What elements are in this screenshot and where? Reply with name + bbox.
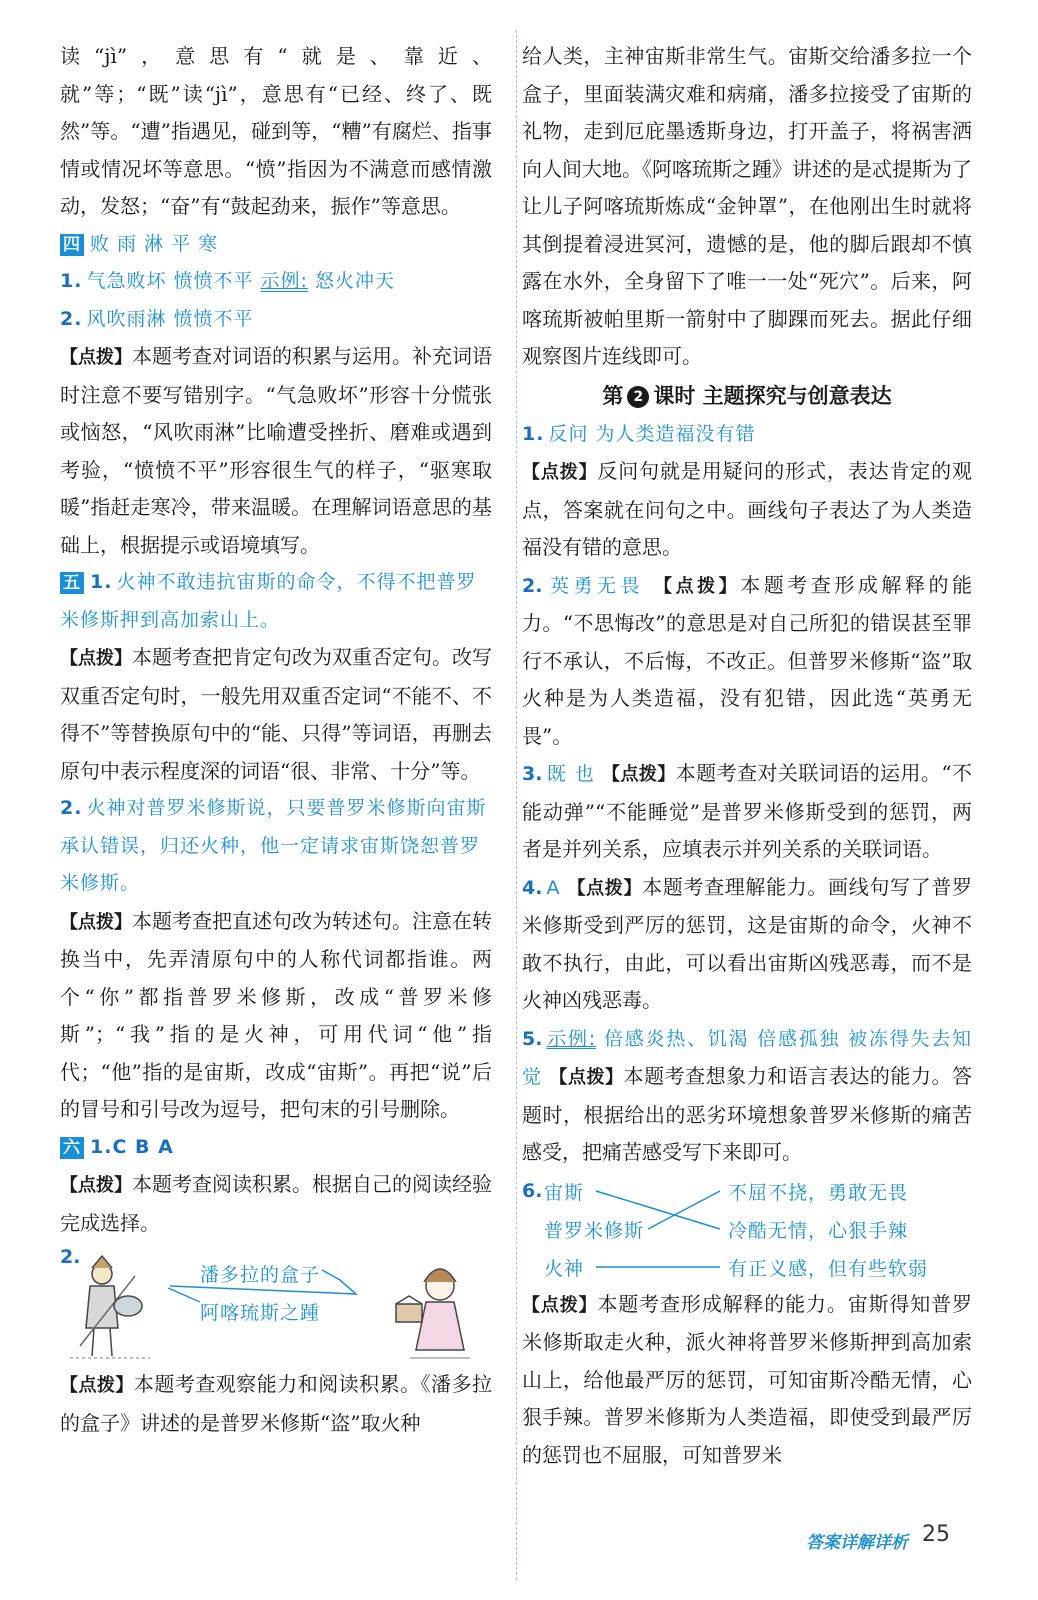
tip-tag: 【点拨】 <box>522 1294 598 1316</box>
r6-right-1: 冷酷无情，心狠手辣 <box>728 1219 909 1242</box>
matching-picture <box>60 1246 492 1366</box>
tip-text-2: 本题考查把肯定句改为双重否定句。改写双重否定句时，一般先用双重否定词“不能不、不得不”等替换原句中的“能、只得”等词语，再删去原句中表示程度深的词语“很、非常、十分”等。 <box>60 645 492 783</box>
pic-label-achilles: 阿喀琉斯之踵 <box>200 1302 321 1324</box>
tip-tag: 【点拨】 <box>60 347 132 368</box>
r6-left-1: 普罗米修斯 <box>544 1219 645 1242</box>
pic-label-pandora: 潘多拉的盒子 <box>200 1264 321 1286</box>
r2-answer: 英勇无畏 <box>546 574 645 597</box>
girl-with-box-icon <box>396 1269 470 1358</box>
r1-answer <box>522 416 972 454</box>
tip-tag: 【点拨】 <box>549 1067 624 1088</box>
footer-label: 答案详解详析 <box>806 1533 908 1553</box>
tip-tag: 【点拨】 <box>522 462 598 483</box>
q1-text-b: 怒火冲天 <box>307 270 395 292</box>
tip-tag: 【点拨】 <box>60 648 132 669</box>
rtip-paragraph-6 <box>522 1286 972 1475</box>
r5-block <box>522 1020 972 1172</box>
rtip-text-1: 反问句就是用疑问的形式，表达肯定的观点，答案就在问句之中。画线句子表达了为人类造福没有错的意思。 <box>522 459 973 559</box>
q1-number: 1. <box>60 270 83 292</box>
rtip-text-6: 本题考查形成解释的能力。宙斯得知普罗米修斯取走火种，派火神将普罗米修斯押到高加索山上，给他最严厉的惩罚，可知宙斯冷酷无情，心狠手辣。普罗米修斯为人类造福，即使受到最严厉的惩罚也不屈服，可知普罗米 <box>522 1291 973 1467</box>
r3-block <box>522 755 972 869</box>
s5q1-number: 1. <box>90 571 113 593</box>
r6-right-0: 不屈不挠，勇敢无畏 <box>728 1181 909 1204</box>
tip-paragraph-2 <box>60 639 492 790</box>
r1-text: 反问 为人类造福没有错 <box>548 422 756 445</box>
section-6-q1 <box>60 1129 492 1167</box>
r3-number: 3. <box>522 763 543 785</box>
tip-tag: 【点拨】 <box>60 1175 132 1196</box>
r5-number: 5. <box>522 1027 543 1050</box>
r6-left-2: 火神 <box>544 1257 585 1280</box>
r5-answer: 倍感炎热、饥渴 倍感孤独 被冻得失去知觉 <box>522 1027 973 1088</box>
warrior-figure-icon <box>70 1256 150 1358</box>
r6-left-0: 宙斯 <box>544 1181 585 1204</box>
page-number: 25 <box>922 1522 950 1547</box>
q1-example-label: 示例: <box>260 270 308 292</box>
right-column <box>522 38 972 1474</box>
tip-tag: 【点拨】 <box>654 575 741 597</box>
r1-number: 1. <box>522 422 545 445</box>
s5q1-text: 火神不敢违抗宙斯的命令，不得不把普罗米修斯押到高加索山上。 <box>60 571 477 631</box>
tip-tag: 【点拨】 <box>60 911 132 933</box>
r4-block <box>522 869 972 1020</box>
tip-text-3: 本题考查把直述句改为转述句。注意在转换当中，先弄清原句中的人称代词都指谁。两个“你”都指普罗米修斯，改成“普罗米修斯”；“我”指的是火神，可用代词“他”指代；“他”指的是宙斯，改成“宙斯”。再把“说”后的冒号和引号改为逗号，把句末的引号删除。 <box>60 908 492 1121</box>
tip-paragraph-1 <box>60 338 492 564</box>
section-5-badge: 五 <box>60 572 84 594</box>
section-5-q2 <box>60 790 492 903</box>
r4-number: 4. <box>522 876 543 899</box>
tip-paragraph-5 <box>60 1366 492 1442</box>
tip-tag: 【点拨】 <box>602 764 676 785</box>
q1-answer <box>60 263 492 301</box>
r3-answer: 既 也 <box>546 763 596 785</box>
intro-paragraph: 读“jì”，意思有“就是、靠近、就”等；“既”读“jì”，意思有“已经、终了、既然”等。“遭”指遇见，碰到等，“糟”有腐烂、指事情或情况坏等意思。“愤”指因为不满意而感情激动，发怒；“奋”有“鼓起劲来，振作”等意思。 <box>60 44 492 218</box>
column-divider <box>516 30 517 1580</box>
r6-lines <box>522 1172 972 1286</box>
rtip-text-2: 本题考查形成解释的能力。“不思悔改”的意思是对自己所犯的错误甚至罪行不承认，不后悔，不改正。但普罗米修斯“盗”取火种是为人类造福，没有犯错，因此选“英勇无畏”。 <box>522 572 973 748</box>
rtip-text-3: 本题考查对关联词语的运用。“不能动弹”“不能睡觉”是普罗米修斯受到的惩罚，两者是并列关系，应填表示并列关系的关联词语。 <box>522 761 973 861</box>
tip-text-4: 本题考查阅读积累。根据自己的阅读经验完成选择。 <box>60 1172 492 1235</box>
q2-number: 2. <box>60 307 83 330</box>
s6q2-number: 2. <box>60 1246 81 1268</box>
r2-block <box>522 567 972 756</box>
rtip-paragraph-1 <box>522 453 972 567</box>
s6q1-text: 1.C B A <box>90 1135 174 1158</box>
s5q2-number: 2. <box>60 797 83 819</box>
r5-example-label: 示例: <box>546 1027 597 1050</box>
page-footer <box>806 1518 956 1558</box>
q2-text: 风吹雨淋 愤愤不平 <box>86 307 254 330</box>
tip-tag: 【点拨】 <box>60 1375 134 1396</box>
section-4-answer <box>60 226 492 264</box>
section-4-badge: 四 <box>60 234 84 256</box>
section-4-text: 败 雨 淋 平 寒 <box>90 232 219 255</box>
r6-matching <box>522 1172 972 1286</box>
lesson-number-badge: 2 <box>627 386 649 408</box>
tip-tag: 【点拨】 <box>567 877 643 899</box>
tip-text-1: 本题考查对词语的积累与运用。补充词语时注意不要写错别字。“气急败坏”形容十分慌张或恼怒，“风吹雨淋”比喻遭受挫折、磨难或遇到考验，“愤愤不平”形容很生气的样子，“驱寒取暖”指赶走寒冷，带来温暖。在理解词语意思的基础上，根据提示或语境填写。 <box>60 344 492 557</box>
tip-text-5: 本题考查观察能力和阅读积累。《潘多拉的盒子》讲述的是普罗米修斯“盗”取火种 <box>60 1372 493 1435</box>
section-6-badge: 六 <box>60 1137 84 1159</box>
q1-text-a: 气急败坏 愤愤不平 <box>86 270 261 292</box>
r6-number: 6. <box>522 1179 543 1202</box>
r4-answer: A <box>546 876 561 899</box>
lesson-title <box>522 376 972 416</box>
tip-paragraph-3 <box>60 903 492 1129</box>
tip-paragraph-4 <box>60 1166 492 1242</box>
s5q2-text: 火神对普罗米修斯说，只要普罗米修斯向宙斯承认错误，归还火种，他一定请求宙斯饶恕普罗米修斯。 <box>60 797 487 894</box>
r2-number: 2. <box>522 574 543 597</box>
lesson-title-post: 课时 主题探究与创意表达 <box>653 383 892 408</box>
r6-right-2: 有正义感，但有些软弱 <box>728 1257 929 1280</box>
section-5-q1 <box>60 564 492 639</box>
lesson-title-pre: 第 <box>602 383 624 408</box>
continuation-paragraph: 给人类，主神宙斯非常生气。宙斯交给潘多拉一个盒子，里面装满灾难和病痛，潘多拉接受了宙斯的礼物，走到厄庇墨透斯身边，打开盖子，将祸害洒向人间大地。《阿喀琉斯之踵》讲述的是忒提斯为了让儿子阿喀琉斯炼成“金钟罩”，在他刚出生时就将其倒提着浸进冥河，遗憾的是，他的脚后跟却不慎露在水外，全身留下了唯一一处“死穴”。后来，阿喀琉斯被帕里斯一箭射中了脚踝而死去。据此仔细观察图片连线即可。 <box>522 44 972 368</box>
q2-answer <box>60 301 492 339</box>
rtip-text-5: 本题考查想象力和语言表达的能力。答题时，根据给出的恶劣环境想象普罗米修斯的痛苦感受，把痛苦感受写下来即可。 <box>522 1064 973 1164</box>
rtip-text-4: 本题考查理解能力。画线句写了普罗米修斯受到严厉的惩罚，这是宙斯的命令，火神不敢不执行，由此，可以看出宙斯凶残恶毒，而不是火神凶残恶毒。 <box>522 874 973 1012</box>
match-line-2 <box>168 1288 200 1302</box>
left-column <box>60 38 492 1442</box>
